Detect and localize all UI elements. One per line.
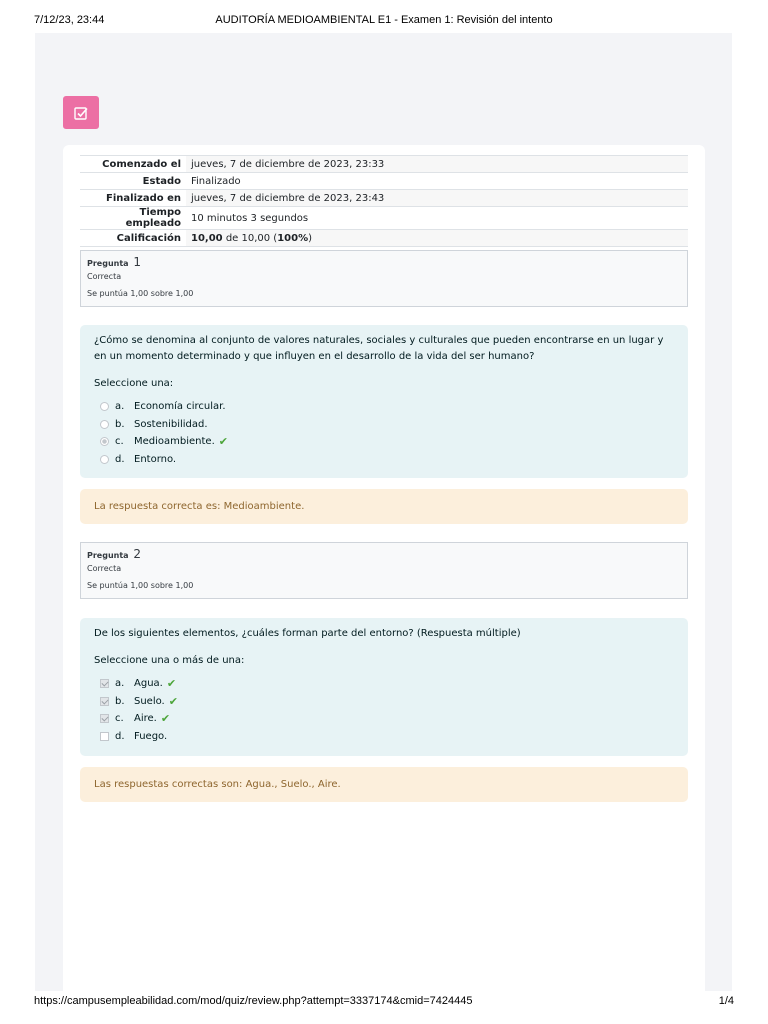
radio-button[interactable]: [100, 420, 109, 429]
answer-option-c[interactable]: [94, 433, 674, 451]
option-letter: c.: [115, 713, 124, 725]
grade-value: [186, 230, 688, 247]
option-letter: c.: [115, 436, 124, 448]
quiz-checkbox-icon: [63, 96, 99, 129]
answer-option-d[interactable]: [94, 451, 674, 469]
checkbox[interactable]: [100, 732, 109, 741]
checkbox-checked[interactable]: [100, 714, 109, 723]
print-datetime: 7/12/23, 23:44: [34, 14, 105, 26]
question-1-prompt: Seleccione una:: [94, 378, 174, 389]
question-label: Pregunta: [87, 551, 129, 560]
option-text: Agua.: [134, 678, 163, 690]
option-text: Aire.: [134, 713, 157, 725]
question-2-answers: [94, 675, 674, 745]
question-2-state: Correcta: [87, 564, 122, 573]
summary-row-time: [80, 207, 688, 230]
summary-row-started: [80, 156, 688, 173]
question-2-formulation: [80, 618, 688, 756]
print-url: https://campusempleabilidad.com/mod/quiz/review.php?attempt=3337174&cmid=7424445: [34, 995, 473, 1007]
started-label: Comenzado el: [80, 156, 186, 173]
question-label: Pregunta: [87, 259, 129, 268]
question-2-prompt: Seleccione una o más de una:: [94, 655, 245, 666]
question-2-number: [87, 547, 681, 563]
radio-button[interactable]: [100, 402, 109, 411]
grade-of: de 10,00 (: [222, 232, 278, 244]
grade-label: Calificación: [80, 230, 186, 247]
checkbox-checked[interactable]: [100, 697, 109, 706]
finished-value: jueves, 7 de diciembre de 2023, 23:43: [186, 190, 688, 207]
attempt-summary-table: [80, 155, 688, 247]
question-1-formulation: [80, 325, 688, 478]
option-letter: b.: [115, 418, 125, 430]
started-value: jueves, 7 de diciembre de 2023, 23:33: [186, 156, 688, 173]
check-icon: ✔: [166, 677, 177, 691]
radio-button-selected[interactable]: [100, 437, 109, 446]
answer-option-c[interactable]: [94, 710, 674, 728]
summary-row-grade: [80, 230, 688, 247]
print-header: [34, 14, 734, 30]
checkbox-checked[interactable]: [100, 679, 109, 688]
print-page-number: 1/4: [718, 995, 734, 1007]
answer-option-d[interactable]: [94, 728, 674, 746]
question-2-info: [80, 542, 688, 599]
summary-row-state: [80, 173, 688, 190]
option-letter: d.: [115, 730, 125, 742]
answer-option-b[interactable]: [94, 693, 674, 711]
option-letter: b.: [115, 695, 125, 707]
grade-close: ): [308, 232, 313, 244]
option-text: Fuego.: [134, 730, 168, 742]
finished-label: Finalizado en: [80, 190, 186, 207]
option-text: Medioambiente.: [134, 436, 215, 448]
time-value: 10 minutos 3 segundos: [186, 207, 688, 230]
option-letter: d.: [115, 453, 125, 465]
question-2-grade: Se puntúa 1,00 sobre 1,00: [87, 581, 194, 590]
print-footer: [34, 995, 734, 1011]
summary-row-finished: [80, 190, 688, 207]
check-icon: ✔: [168, 694, 178, 708]
option-letter: a.: [115, 401, 125, 413]
option-text: Economía circular.: [134, 401, 226, 413]
check-icon: ✔: [218, 435, 228, 449]
question-2-feedback: Las respuestas correctas son: Agua., Suelo., Aire.: [80, 767, 688, 802]
question-2-text: De los siguientes elementos, ¿cuáles forman parte del entorno? (Respuesta múltiple): [94, 628, 521, 639]
grade-percent: 100%: [277, 232, 309, 244]
answer-option-a[interactable]: [94, 398, 674, 416]
answer-option-b[interactable]: [94, 416, 674, 434]
radio-button[interactable]: [100, 455, 109, 464]
print-title: AUDITORÍA MEDIOAMBIENTAL E1 - Examen 1: Revisión del intento: [215, 14, 553, 26]
option-text: Sostenibilidad.: [134, 418, 208, 430]
answer-option-a[interactable]: [94, 675, 674, 693]
option-text: Entorno.: [134, 453, 177, 465]
state-value: Finalizado: [186, 173, 688, 190]
question-number: 2: [133, 547, 142, 561]
question-1-state: Correcta: [87, 272, 122, 281]
question-1-number: [87, 255, 681, 271]
question-1-text: ¿Cómo se denomina al conjunto de valores naturales, sociales y culturales que pueden encontrarse en un lugar y en un momento determinado y que influyen en el desarrollo de la vida del ser humano?: [94, 335, 664, 362]
question-1-feedback: La respuesta correcta es: Medioambiente.: [80, 489, 688, 524]
option-text: Suelo.: [134, 695, 165, 707]
time-label: Tiempo empleado: [80, 207, 186, 230]
check-icon: ✔: [160, 712, 171, 726]
option-letter: a.: [115, 678, 125, 690]
grade-score: 10,00: [191, 232, 223, 244]
question-1-info: [80, 250, 688, 307]
state-label: Estado: [80, 173, 186, 190]
question-1-grade: Se puntúa 1,00 sobre 1,00: [87, 289, 194, 298]
question-1-answers: [94, 398, 674, 468]
question-number: 1: [133, 255, 142, 269]
